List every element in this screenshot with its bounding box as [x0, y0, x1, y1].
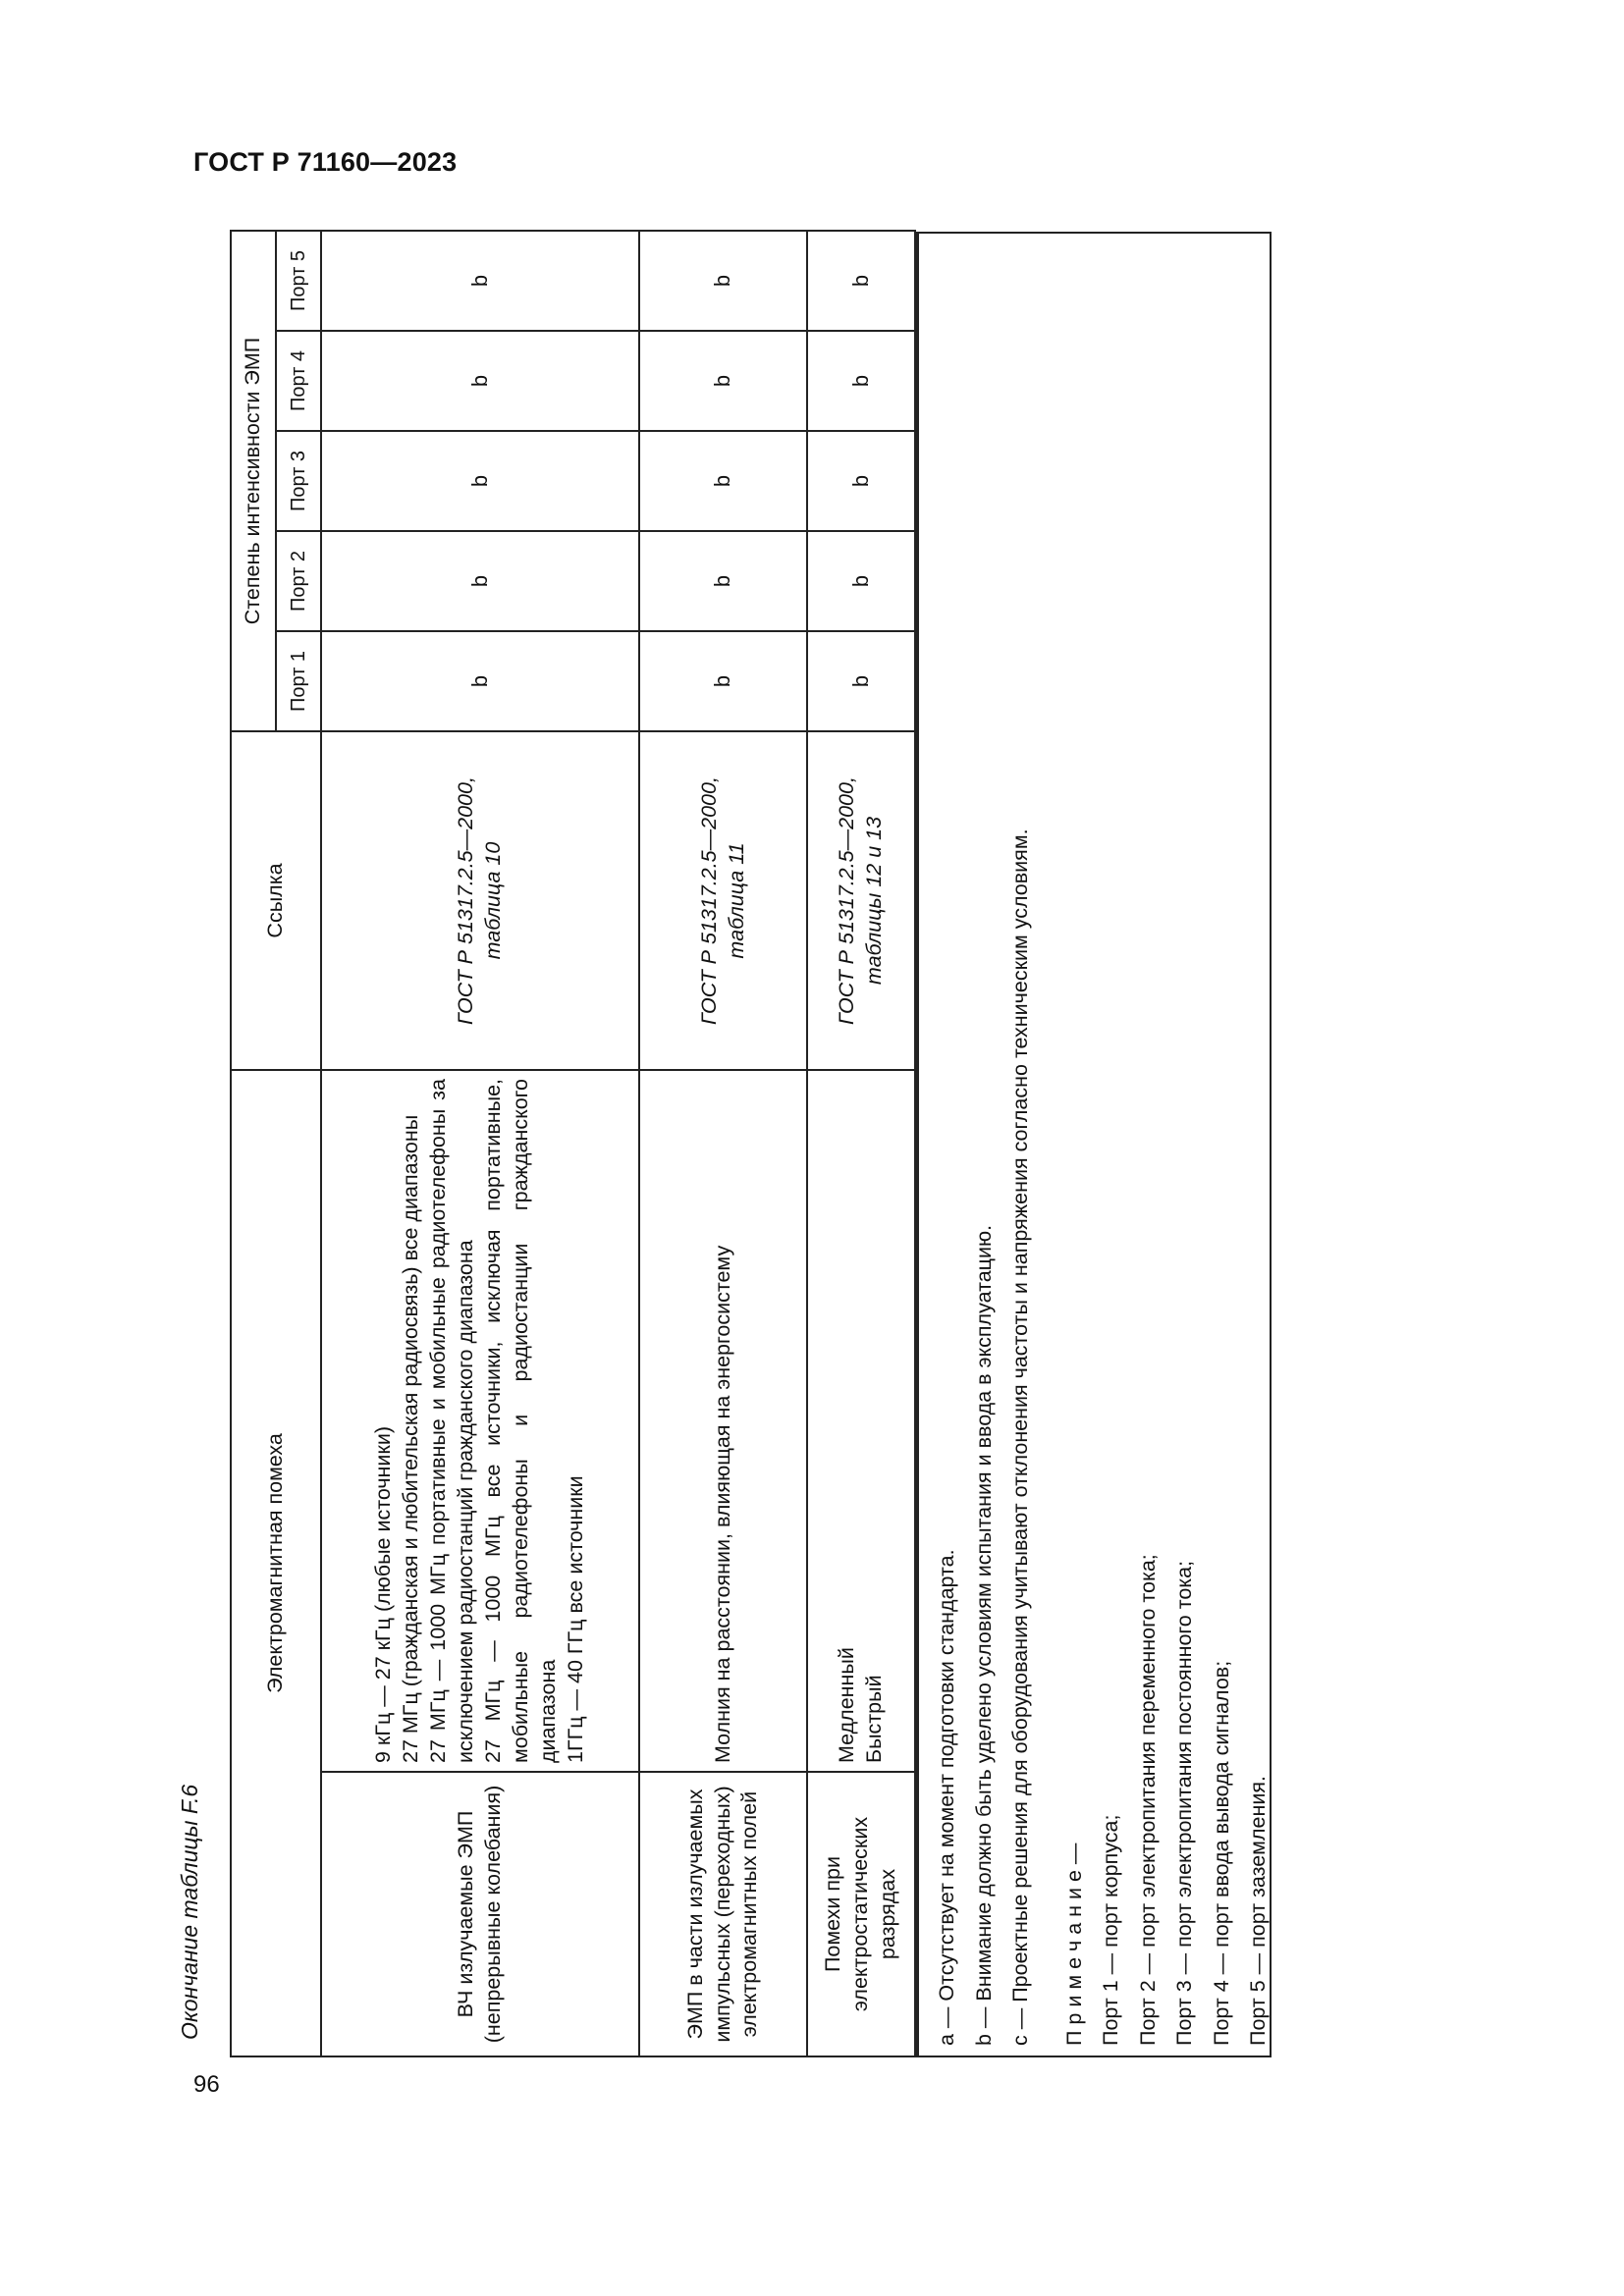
note-item-port-1: Порт 1 — порт корпуса;: [1099, 1814, 1122, 2046]
header-interference: Электромагнитная помеха: [231, 1070, 321, 2056]
cell-port-4: b: [639, 331, 807, 431]
table-continuation-caption: Окончание таблицы F.6: [177, 1784, 202, 2040]
spacer: [1040, 828, 1056, 2046]
header-severity: Степень интенсивности ЭМП: [231, 231, 276, 731]
cell-port-4: b: [807, 331, 915, 431]
row-reference: ГОСТ Р 51317.2.5—2000, таблица 10: [321, 731, 639, 1070]
row-description: Молния на расстоянии, влияющая на энергосистему: [639, 1070, 807, 1772]
cell-port-1: b: [321, 631, 639, 731]
footnotes-box: [916, 232, 1272, 2057]
note-title: П р и м е ч а н и е —: [1061, 1842, 1086, 2046]
cell-port-3: b: [639, 431, 807, 531]
cell-port-2: b: [321, 531, 639, 631]
cell-port-3: b: [321, 431, 639, 531]
cell-port-1: b: [639, 631, 807, 731]
footnote-b: b — Внимание должно быть уделено условиям испытания и ввода в эксплуатацию.: [971, 1224, 996, 2046]
page-number: 96: [193, 2071, 220, 2098]
header-port-4: Порт 4: [276, 331, 321, 431]
note-item-port-3: Порт 3 — порт электропитания постоянного тока;: [1172, 1560, 1196, 2046]
row-type: ЭМП в части излучаемых импульсных (переходных) электромагнитных полей: [639, 1772, 807, 2056]
emi-table: [230, 230, 916, 2057]
cell-port-3: b: [807, 431, 915, 531]
rotated-table-area: [230, 232, 1271, 2057]
row-type: ВЧ излучаемые ЭМП (непрерывные колебания): [321, 1772, 639, 2056]
table-row: [321, 231, 639, 2056]
cell-port-2: b: [807, 531, 915, 631]
cell-port-5: b: [321, 231, 639, 331]
header-reference: Ссылка: [231, 731, 321, 1070]
cell-port-1: b: [807, 631, 915, 731]
cell-port-5: b: [639, 231, 807, 331]
footnotes-list: [929, 828, 1277, 2046]
row-type: Помехи при электростатических разрядах: [807, 1772, 915, 2056]
note-item-port-4: Порт 4 — порт ввода вывода сигналов;: [1209, 1660, 1233, 2046]
note-item-port-5: Порт 5 — порт заземления.: [1246, 1776, 1270, 2046]
header-port-1: Порт 1: [276, 631, 321, 731]
cell-port-4: b: [321, 331, 639, 431]
row-description: Медленный Быстрый: [807, 1070, 915, 1772]
header-port-3: Порт 3: [276, 431, 321, 531]
row-reference: ГОСТ Р 51317.2.5—2000, таблица 11: [639, 731, 807, 1070]
footnote-a: а — Отсутствует на момент подготовки стандарта.: [935, 1549, 958, 2046]
footnote-c: c — Проектные решения для оборудования учитывают отклонения частоты и напряжения согласно техническим условиям.: [1008, 828, 1032, 2046]
header-port-5: Порт 5: [276, 231, 321, 331]
row-description: 9 кГц — 27 кГц (любые источники) 27 МГц (гражданская и любительская радиосвязь) все диапазоны 27 МГц — 1000 МГц портативные и мобильные радиотелефоны за исключением радиостанций гражданского диапазона 27 МГц — 1000 МГц все источники, исключая портативные, мобильные радиотелефоны и радиостанции гражданского диапазона 1ГГц — 40 ГГц все источники: [321, 1070, 639, 1772]
cell-port-5: b: [807, 231, 915, 331]
note-item-port-2: Порт 2 — порт электропитания переменного тока;: [1135, 1554, 1160, 2046]
row-reference: ГОСТ Р 51317.2.5—2000, таблицы 12 и 13: [807, 731, 915, 1070]
document-header: ГОСТ Р 71160—2023: [193, 147, 458, 177]
table-row: [807, 231, 915, 2056]
cell-port-2: b: [639, 531, 807, 631]
table-row: [639, 231, 807, 2056]
header-port-2: Порт 2: [276, 531, 321, 631]
